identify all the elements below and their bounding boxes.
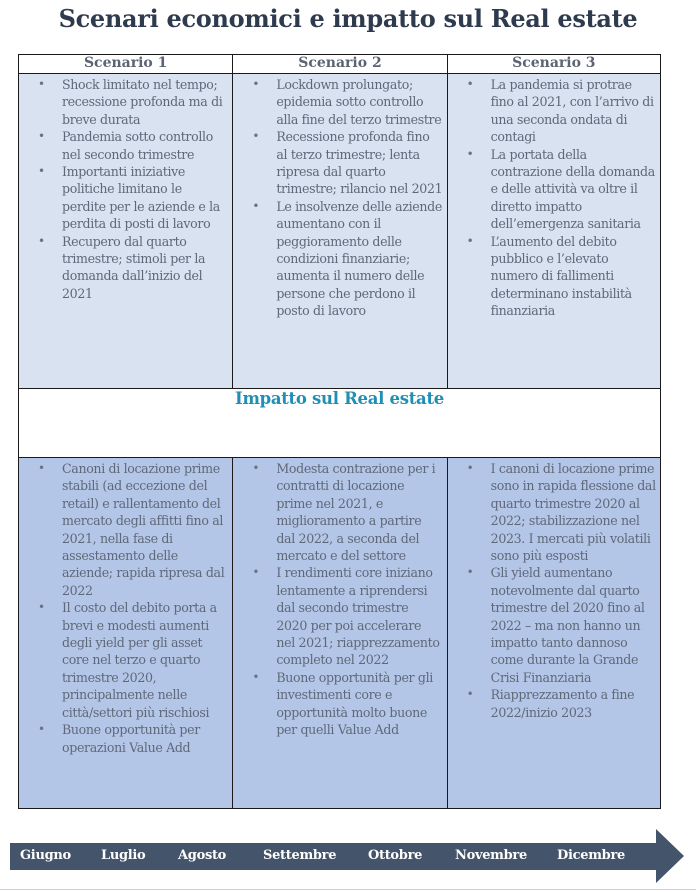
month-label: Giugno [20, 848, 71, 863]
bullet-dot-icon: • [466, 146, 474, 161]
bullet-dot-icon: • [466, 565, 474, 580]
list-item [19, 721, 232, 756]
list-item [233, 76, 446, 128]
bullet-dot-icon: • [252, 461, 260, 475]
bullet-text: Recessione profonda fino al terzo trimestre; lenta ripresa dal quarto trimestre; rilancio nel 2021 [276, 129, 443, 197]
list-item [19, 76, 232, 128]
bullet-dot-icon: • [252, 129, 260, 144]
scenario-2-real-estate-cell [233, 458, 447, 809]
bullet-dot-icon: • [38, 233, 45, 248]
scenario-1-real-estate-cell [19, 458, 233, 809]
scenario-2-header: Scenario 2 [233, 55, 447, 74]
bullet-text: L’aumento del debito pubblico e l’elevato numero di fallimenti determinano instabilità finanziaria [490, 233, 632, 319]
scenario-2-economic-cell [233, 74, 447, 389]
list-item [233, 460, 446, 564]
bullet-text: Lockdown prolungato; epidemia sotto controllo alla fine del terzo trimestre [276, 77, 442, 127]
bullet-dot-icon: • [466, 687, 474, 702]
bullet-dot-icon: • [466, 77, 474, 91]
bullet-text: Il costo del debito porta a brevi e modesti aumenti degli yield per gli asset core nel terzo e quarto trimestre 2020, principalmente nelle città/settori più rischiosi [62, 600, 217, 720]
bullet-text: I canoni di locazione prime sono in rapida flessione dal quarto trimestre 2020 al 2022; stabilizzazione nel 2023. I mercati più volatili sono più esposti [490, 461, 656, 564]
list-item [448, 460, 660, 564]
economic-row [19, 74, 661, 389]
bullet-dot-icon: • [38, 461, 45, 475]
header-row [19, 55, 661, 74]
bullet-dot-icon: • [252, 565, 260, 580]
arrow-right-icon [656, 829, 684, 883]
list-item [233, 669, 446, 739]
scenario-1-economic-cell [19, 74, 233, 389]
scenario-1-header: Scenario 1 [19, 55, 233, 74]
scenarios-table [18, 54, 661, 809]
month-label: Dicembre [557, 848, 625, 863]
scenario-3-header: Scenario 3 [447, 55, 660, 74]
bullet-dot-icon: • [38, 129, 45, 144]
list-item [233, 564, 446, 668]
bullet-text: Gli yield aumentano notevolmente dal quarto trimestre del 2020 fino al 2022 – ma non hanno un impatto tanto dannoso come durante la Grande Crisi Finanziaria [490, 565, 645, 685]
bullet-dot-icon: • [252, 198, 260, 213]
scenario-1-economic-list [19, 76, 232, 302]
list-item [233, 128, 446, 198]
list-item [448, 564, 660, 686]
bullet-dot-icon: • [38, 164, 45, 179]
list-item [448, 233, 660, 320]
list-item [448, 686, 660, 721]
bullet-text: Buone opportunità per operazioni Value Add [62, 722, 200, 755]
list-item [19, 460, 232, 599]
bullet-dot-icon: • [466, 461, 474, 475]
scenario-3-economic-list [448, 76, 660, 320]
list-item [19, 163, 232, 233]
page-title: Scenari economici e impatto sul Real estate [58, 4, 638, 33]
month-label: Agosto [178, 848, 227, 863]
scenario-1-real-estate-list [19, 460, 232, 756]
month-label: Settembre [263, 848, 337, 863]
month-label: Novembre [455, 848, 527, 863]
list-item [19, 599, 232, 721]
band-row [19, 389, 661, 458]
bullet-text: Riapprezzamento a fine 2022/inizio 2023 [490, 687, 635, 720]
list-item [448, 76, 660, 146]
bullet-text: Pandemia sotto controllo nel secondo trimestre [62, 129, 213, 162]
bullet-text: Canoni di locazione prime stabili (ad eccezione del retail) e rallentamento del mercato degli affitti fino al 2021, nella fase di assestamento delle aziende; rapida ripresa dal 2022 [62, 461, 225, 598]
scenario-3-real-estate-cell [447, 458, 660, 809]
bullet-text: Shock limitato nel tempo; recessione profonda ma di breve durata [62, 77, 223, 127]
bullet-text: Recupero dal quarto trimestre; stimoli per la domanda dall’inizio del 2021 [62, 233, 206, 301]
bullet-text: Modesta contrazione per i contratti di locazione prime nel 2021, e miglioramento a partire dal 2022, a seconda del mercato e del settore [276, 461, 436, 564]
real-estate-row [19, 458, 661, 809]
bullet-dot-icon: • [38, 722, 45, 737]
bullet-text: Importanti iniziative politiche limitano le perdite per le aziende e la perdita di posti di lavoro [62, 164, 220, 232]
bottom-divider [0, 889, 696, 890]
month-label: Luglio [101, 848, 146, 863]
bullet-text: I rendimenti core iniziano lentamente a riprendersi dal secondo trimestre 2020 per poi accelerare nel 2021; riapprezzamento completo nel 2022 [276, 565, 440, 668]
bullet-dot-icon: • [38, 77, 45, 91]
bullet-text: La pandemia si protrae fino al 2021, con l’arrivo di una seconda ondata di contagi [490, 77, 654, 145]
list-item [448, 146, 660, 233]
scenario-2-economic-list [233, 76, 446, 320]
impact-band [19, 389, 661, 458]
list-item [19, 233, 232, 303]
impact-title: Impatto sul Real estate [235, 389, 444, 408]
bullet-dot-icon: • [252, 77, 260, 91]
list-item [233, 198, 446, 320]
bullet-text: Buone opportunità per gli investimenti core e opportunità molto buone per quelli Value Add [276, 669, 433, 738]
list-item [19, 128, 232, 163]
scenario-3-real-estate-list [448, 460, 660, 721]
bullet-text: Le insolvenze delle aziende aumentano con il peggioramento delle condizioni finanziarie; aumenta il numero delle persone che perdono il posto di lavoro [276, 198, 442, 319]
month-label: Ottobre [368, 848, 423, 863]
scenario-2-real-estate-list [233, 460, 446, 739]
bullet-text: La portata della contrazione della domanda e delle attività va oltre il diretto impatto dell’emergenza sanitaria [490, 146, 655, 232]
scenario-3-economic-cell [447, 74, 660, 389]
bullet-dot-icon: • [38, 600, 45, 615]
bullet-dot-icon: • [252, 669, 260, 684]
bullet-dot-icon: • [466, 233, 474, 248]
